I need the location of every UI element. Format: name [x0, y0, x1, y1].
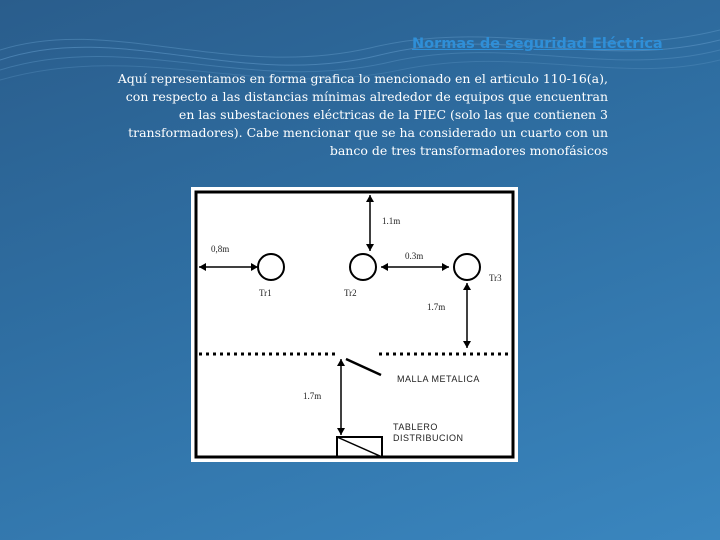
slide-title: Normas de seguridad Eléctrica: [412, 36, 663, 52]
top-distance-label: 1.1m: [382, 216, 401, 226]
mesh-distance-label: 1.7m: [427, 302, 446, 312]
slide-paragraph: Aquí representamos en forma grafica lo mencionado en el articulo 110-16(a), con respecto a las distancias mínimas alrededor de equipos que encuentran en las subestaciones eléctricas de la FIEC (solo las que contienen 3 transformadores). Cabe mencionar que se ha considerado un cuarto con un banco de tres transformadores monofásicos: [117, 71, 608, 158]
transformer-tr1: [258, 254, 284, 280]
tr2-label: Tr2: [344, 288, 357, 298]
transformer-tr3: [454, 254, 480, 280]
panel-label-line1: TABLERO: [393, 422, 438, 432]
transformer-room-diagram: [191, 187, 518, 462]
left-distance-label: 0,8m: [211, 244, 230, 254]
tr3-label: Tr3: [489, 273, 502, 283]
room-outline: [196, 192, 513, 457]
transformer-tr2: [350, 254, 376, 280]
panel-distance-label: 1.7m: [303, 391, 322, 401]
door-swing: [346, 359, 381, 375]
panel-label-line2: DISTRIBUCION: [393, 433, 464, 443]
mesh-label: MALLA METALICA: [397, 374, 480, 384]
between-distance-label: 0.3m: [405, 251, 424, 261]
tr1-label: Tr1: [259, 288, 272, 298]
